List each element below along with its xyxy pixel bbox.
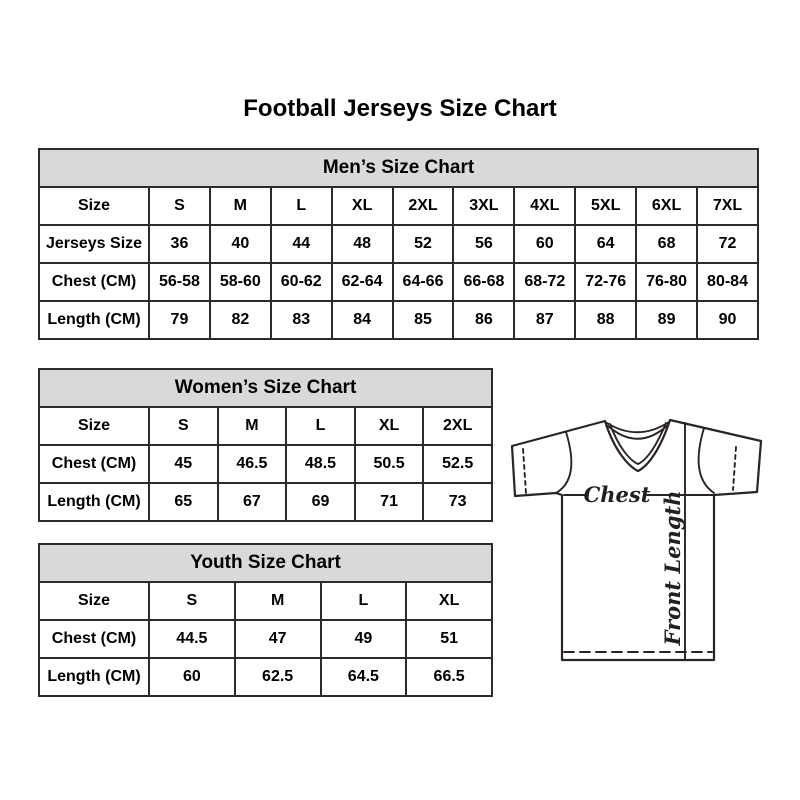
size-value-cell: 2XL [393, 187, 454, 225]
row-label: Length (CM) [39, 658, 149, 696]
size-value-cell: 87 [514, 301, 575, 339]
size-value-cell: M [235, 582, 321, 620]
womens-size-chart-table [38, 368, 493, 522]
size-value-cell: 88 [575, 301, 636, 339]
size-value-cell: 65 [149, 483, 218, 521]
table-row [39, 582, 492, 620]
size-value-cell: L [321, 582, 407, 620]
size-value-cell: 2XL [423, 407, 492, 445]
size-value-cell: 67 [218, 483, 287, 521]
size-value-cell: 40 [210, 225, 271, 263]
row-label: Size [39, 407, 149, 445]
size-value-cell: 48.5 [286, 445, 355, 483]
size-value-cell: 66.5 [406, 658, 492, 696]
size-value-cell: 48 [332, 225, 393, 263]
left-armhole-seam [556, 432, 571, 493]
left-cuff-dashed-line [523, 449, 526, 493]
size-value-cell: 89 [636, 301, 697, 339]
size-value-cell: 62.5 [235, 658, 321, 696]
size-value-cell: 79 [149, 301, 210, 339]
table-row [39, 445, 492, 483]
table-row [39, 187, 758, 225]
size-value-cell: 71 [355, 483, 424, 521]
table-row [39, 658, 492, 696]
size-value-cell: 52.5 [423, 445, 492, 483]
table-row [39, 263, 758, 301]
size-value-cell: 47 [235, 620, 321, 658]
size-value-cell: 72-76 [575, 263, 636, 301]
size-value-cell: 45 [149, 445, 218, 483]
jersey-measurement-diagram [490, 400, 770, 680]
size-value-cell: 72 [697, 225, 758, 263]
jersey-outline [512, 420, 761, 660]
size-value-cell: 69 [286, 483, 355, 521]
table-header-row [39, 149, 758, 187]
size-value-cell: 64-66 [393, 263, 454, 301]
size-value-cell: M [218, 407, 287, 445]
table-title: Women’s Size Chart [39, 369, 492, 407]
size-value-cell: 86 [453, 301, 514, 339]
size-value-cell: 64 [575, 225, 636, 263]
size-value-cell: 6XL [636, 187, 697, 225]
row-label: Chest (CM) [39, 445, 149, 483]
size-value-cell: 85 [393, 301, 454, 339]
table-row [39, 301, 758, 339]
table-row [39, 483, 492, 521]
size-value-cell: 68-72 [514, 263, 575, 301]
size-value-cell: XL [406, 582, 492, 620]
size-value-cell: 60 [514, 225, 575, 263]
row-label: Length (CM) [39, 301, 149, 339]
table-header-row [39, 369, 492, 407]
size-value-cell: 56-58 [149, 263, 210, 301]
size-value-cell: XL [332, 187, 393, 225]
size-value-cell: 3XL [453, 187, 514, 225]
size-value-cell: L [286, 407, 355, 445]
size-value-cell: 5XL [575, 187, 636, 225]
size-value-cell: 46.5 [218, 445, 287, 483]
table-header-row [39, 544, 492, 582]
table-title: Youth Size Chart [39, 544, 492, 582]
front-length-label: Front Length [660, 490, 685, 646]
table-row [39, 407, 492, 445]
size-value-cell: 36 [149, 225, 210, 263]
row-label: Length (CM) [39, 483, 149, 521]
size-value-cell: 62-64 [332, 263, 393, 301]
size-value-cell: 4XL [514, 187, 575, 225]
size-value-cell: 56 [453, 225, 514, 263]
size-value-cell: 73 [423, 483, 492, 521]
size-value-cell: 84 [332, 301, 393, 339]
size-value-cell: 64.5 [321, 658, 407, 696]
size-value-cell: XL [355, 407, 424, 445]
size-value-cell: 76-80 [636, 263, 697, 301]
row-label: Size [39, 187, 149, 225]
table-row [39, 620, 492, 658]
table-row [39, 225, 758, 263]
row-label: Chest (CM) [39, 263, 149, 301]
size-value-cell: 44 [271, 225, 332, 263]
size-value-cell: 60 [149, 658, 235, 696]
size-value-cell: M [210, 187, 271, 225]
size-value-cell: 66-68 [453, 263, 514, 301]
row-label: Jerseys Size [39, 225, 149, 263]
size-value-cell: 50.5 [355, 445, 424, 483]
size-value-cell: 51 [406, 620, 492, 658]
size-value-cell: 44.5 [149, 620, 235, 658]
size-value-cell: 80-84 [697, 263, 758, 301]
right-armhole-seam [699, 428, 714, 493]
size-value-cell: 58-60 [210, 263, 271, 301]
size-value-cell: S [149, 187, 210, 225]
size-value-cell: 68 [636, 225, 697, 263]
size-value-cell: S [149, 582, 235, 620]
chest-label: Chest [583, 482, 651, 507]
size-value-cell: 52 [393, 225, 454, 263]
youth-size-chart-table [38, 543, 493, 697]
size-value-cell: 60-62 [271, 263, 332, 301]
right-cuff-dashed-line [733, 447, 736, 490]
size-value-cell: 90 [697, 301, 758, 339]
row-label: Chest (CM) [39, 620, 149, 658]
size-value-cell: 49 [321, 620, 407, 658]
size-value-cell: L [271, 187, 332, 225]
size-value-cell: 82 [210, 301, 271, 339]
mens-size-chart-table [38, 148, 759, 340]
size-value-cell: 7XL [697, 187, 758, 225]
size-value-cell: S [149, 407, 218, 445]
page-title: Football Jerseys Size Chart [243, 95, 557, 122]
row-label: Size [39, 582, 149, 620]
size-value-cell: 83 [271, 301, 332, 339]
table-title: Men’s Size Chart [39, 149, 758, 187]
